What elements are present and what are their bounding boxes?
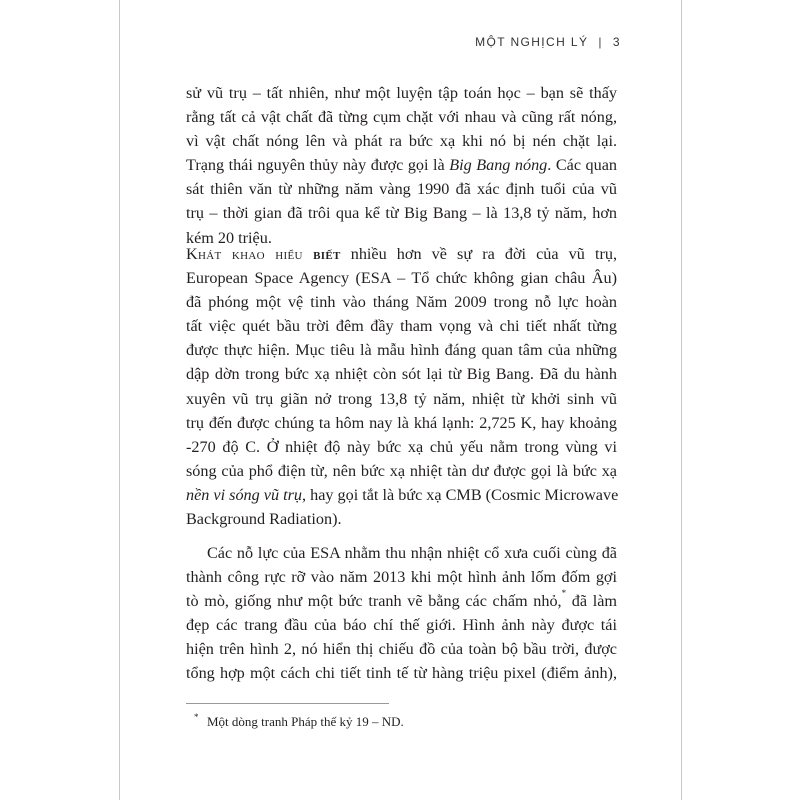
text-span: Trạng thái nguyên thủy này được gọi là	[186, 156, 450, 175]
text-line: tất việc quét bầu trời đêm đầy tham vọng và chi tiết nhất từng	[186, 317, 617, 336]
footnote-marker: *	[194, 712, 199, 722]
text-line: -270 độ C. Ở nhiệt độ này bức xạ chủ yếu nằm trong vùng vi	[186, 437, 617, 456]
text-line: thành công rực rỡ vào năm 2013 khi một hình ảnh lốm đốm gợi	[186, 568, 617, 587]
text-line: sát thiên văn từ những năm vàng 1990 đã xác định tuổi của vũ	[186, 180, 617, 199]
lead-in-small-caps: Khát khao hiểu	[186, 245, 314, 263]
lead-in-bold: biết	[313, 245, 341, 263]
footnote-divider	[186, 703, 389, 704]
text-line: sử vũ trụ – tất nhiên, như một luyện tập toán học – bạn sẽ thấy	[186, 84, 617, 102]
paragraph-1	[186, 81, 617, 250]
footnote-text: Một dòng tranh Pháp thế kỷ 19 – ND.	[207, 714, 404, 729]
footnote-reference[interactable]: *	[561, 588, 567, 599]
text-line	[186, 153, 617, 177]
text-line: đẹp các trang đầu của báo chí thế giới. Hình ảnh này được tái	[186, 616, 617, 635]
text-line: xuyên vũ trụ giãn nở trong 13,8 tỷ năm, nhiệt từ khởi sinh vũ	[186, 389, 617, 408]
text-line: sóng của phổ điện từ, nên bức xạ nhiệt tàn dư được gọi là bức xạ	[186, 461, 617, 480]
text-line	[186, 483, 617, 507]
text-line: rằng tất cả vật chất đã từng cụm chặt với nhau và cũng rất nóng,	[186, 108, 617, 127]
text-line: European Space Agency (ESA – Tổ chức không gian châu Âu)	[186, 269, 617, 288]
paragraph-2	[186, 242, 617, 531]
text-span: nhiều hơn về sự ra đời của vũ trụ,	[340, 245, 617, 263]
page-number: 3	[612, 35, 621, 49]
text-line: trụ đến được chúng ta hôm nay là khá lạnh: 2,725 K, hay khoảng	[186, 413, 617, 432]
text-line	[186, 242, 617, 266]
running-header	[475, 35, 621, 49]
text-span: tò mò, giống như một bức tranh vẽ bằng các chấm nhỏ,	[186, 592, 562, 611]
italic-term: Big Bang nóng	[449, 156, 548, 175]
text-line: được thực hiện. Mục tiêu là mẫu hình đáng quan tâm của những	[186, 341, 617, 360]
paragraph-3	[186, 541, 617, 686]
text-line: kém 20 triệu.	[186, 228, 272, 247]
text-line: hiện trên hình 2, nó hiển thị chiếu đồ của toàn bộ bầu trời, được	[186, 640, 617, 659]
text-line: Các nỗ lực của ESA nhằm thu nhận nhiệt cổ xưa cuối cùng đã	[207, 544, 617, 562]
text-line: Background Radiation).	[186, 510, 342, 529]
text-span: đã làm	[566, 592, 617, 611]
italic-term: nền vi sóng vũ trụ	[186, 485, 302, 504]
text-line: đã phóng một vệ tinh vào tháng Năm 2009 trong nỗ lực hoàn	[186, 293, 617, 312]
text-span: , hay gọi tắt là bức xạ CMB (Cosmic Microwave	[302, 485, 619, 504]
text-line: trụ – thời gian đã trôi qua kể từ Big Bang – là 13,8 tỷ năm, hơn	[186, 204, 617, 223]
text-line	[186, 589, 617, 613]
book-page	[119, 0, 682, 800]
running-title: MỘT NGHỊCH LÝ	[475, 35, 589, 49]
text-line: vì vật chất nóng lên và phát ra bức xạ khi nó bị nén chặt lại.	[186, 132, 617, 151]
text-span: . Các quan	[547, 156, 617, 175]
text-line: dập dờn trong bức xạ nhiệt còn sót lại từ Big Bang. Đã du hành	[186, 365, 617, 384]
text-line: tổng hợp một cách chi tiết tinh tế từ hàng triệu pixel (điểm ảnh),	[186, 664, 617, 683]
header-separator: |	[598, 35, 603, 49]
